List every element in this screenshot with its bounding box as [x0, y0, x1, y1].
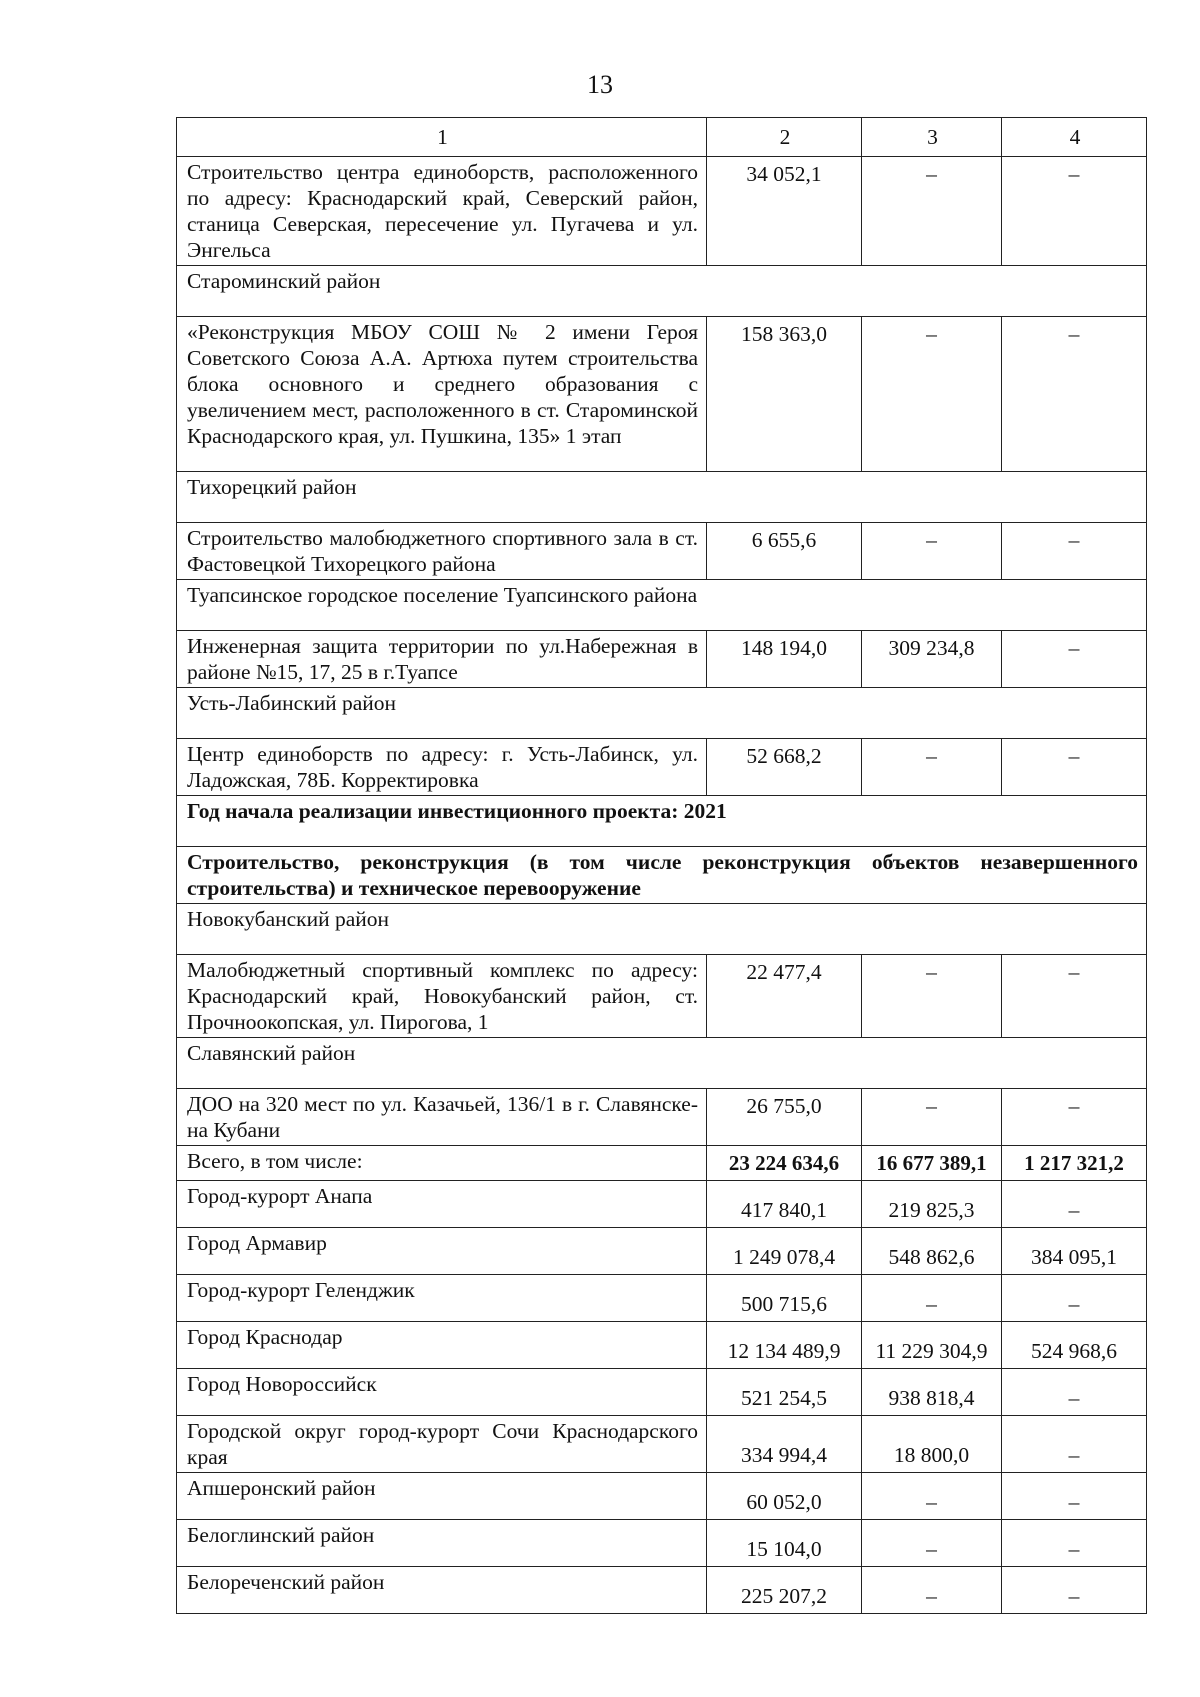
- value-col-3: 938 818,4: [862, 1369, 1002, 1416]
- value-col-2: 417 840,1: [707, 1181, 862, 1228]
- value-col-3: –: [862, 1567, 1002, 1614]
- value-col-3: 309 234,8: [862, 631, 1002, 688]
- region-name: Город Новороссийск: [177, 1369, 707, 1416]
- project-row: [177, 739, 1147, 796]
- district-name: Новокубанский район: [177, 904, 1147, 955]
- district-name: Староминский район: [177, 266, 1147, 317]
- district-name: Славянский район: [177, 1038, 1147, 1089]
- value-col-2: 334 994,4: [707, 1416, 862, 1473]
- region-row: [177, 1473, 1147, 1520]
- value-col-4: –: [1002, 1369, 1147, 1416]
- region-row: [177, 1567, 1147, 1614]
- value-col-4: –: [1002, 1520, 1147, 1567]
- project-name: Центр единоборств по адресу: г. Усть-Лабинск, ул. Ладожская, 78Б. Корректировка: [177, 739, 707, 796]
- value-col-4: –: [1002, 1089, 1147, 1146]
- value-col-2: 225 207,2: [707, 1567, 862, 1614]
- district-row: [177, 266, 1147, 317]
- district-row: [177, 580, 1147, 631]
- value-col-3: –: [862, 739, 1002, 796]
- project-row: [177, 1089, 1147, 1146]
- value-col-3: 219 825,3: [862, 1181, 1002, 1228]
- value-col-3: –: [862, 1520, 1002, 1567]
- investment-table: [176, 117, 1147, 1614]
- value-col-4: –: [1002, 1567, 1147, 1614]
- region-name: Город Краснодар: [177, 1322, 707, 1369]
- region-name: Городской округ город-курорт Сочи Краснодарского края: [177, 1416, 707, 1473]
- project-row: [177, 157, 1147, 266]
- project-name: Инженерная защита территории по ул.Набережная в районе №15, 17, 25 в г.Туапсе: [177, 631, 707, 688]
- project-name: ДОО на 320 мест по ул. Казачьей, 136/1 в г. Славянске-на Кубани: [177, 1089, 707, 1146]
- project-row: [177, 317, 1147, 472]
- value-col-3: 18 800,0: [862, 1416, 1002, 1473]
- value-col-2: 148 194,0: [707, 631, 862, 688]
- project-name: Строительство малобюджетного спортивного зала в ст. Фастовецкой Тихорецкого района: [177, 523, 707, 580]
- region-name: Апшеронский район: [177, 1473, 707, 1520]
- value-col-4: –: [1002, 739, 1147, 796]
- region-row: [177, 1416, 1147, 1473]
- value-col-2: 60 052,0: [707, 1473, 862, 1520]
- region-row: [177, 1520, 1147, 1567]
- region-row: [177, 1275, 1147, 1322]
- header-row: [177, 118, 1147, 157]
- page-number: 13: [587, 70, 613, 99]
- region-row: [177, 1181, 1147, 1228]
- project-row: [177, 523, 1147, 580]
- value-col-2: 1 249 078,4: [707, 1228, 862, 1275]
- total-row: [177, 1146, 1147, 1181]
- district-row: [177, 472, 1147, 523]
- value-col-4: –: [1002, 1473, 1147, 1520]
- region-name: Белоглинский район: [177, 1520, 707, 1567]
- value-col-3: –: [862, 317, 1002, 472]
- value-col-3: –: [862, 1275, 1002, 1322]
- value-col-3: 11 229 304,9: [862, 1322, 1002, 1369]
- region-row: [177, 1369, 1147, 1416]
- value-col-4: 524 968,6: [1002, 1322, 1147, 1369]
- project-name: «Реконструкция МБОУ СОШ № 2 имени Героя Советского Союза А.А. Артюха путем строительства блока основного и среднего образования с увеличением мест, расположенного в ст. Староминской Краснодарского края, ул. Пушкина, 135» 1 этап: [177, 317, 707, 472]
- district-row: [177, 688, 1147, 739]
- value-col-4: 384 095,1: [1002, 1228, 1147, 1275]
- project-row: [177, 631, 1147, 688]
- district-name: Туапсинское городское поселение Туапсинского района: [177, 580, 1147, 631]
- district-name: Тихорецкий район: [177, 472, 1147, 523]
- value-col-3: –: [862, 157, 1002, 266]
- district-name: Усть-Лабинский район: [177, 688, 1147, 739]
- header-cell-3: 3: [862, 118, 1002, 157]
- value-col-4: 1 217 321,2: [1002, 1146, 1147, 1181]
- value-col-3: –: [862, 955, 1002, 1038]
- value-col-4: –: [1002, 1416, 1147, 1473]
- project-row: [177, 955, 1147, 1038]
- district-row: [177, 1038, 1147, 1089]
- value-col-3: 16 677 389,1: [862, 1146, 1002, 1181]
- value-col-4: –: [1002, 1181, 1147, 1228]
- value-col-3: –: [862, 1473, 1002, 1520]
- value-col-2: 23 224 634,6: [707, 1146, 862, 1181]
- value-col-2: 521 254,5: [707, 1369, 862, 1416]
- value-col-2: 158 363,0: [707, 317, 862, 472]
- project-name: Строительство центра единоборств, расположенного по адресу: Краснодарский край, Северский район, станица Северская, пересечение ул. Пугачева и ул. Энгельса: [177, 157, 707, 266]
- project-name: Малобюджетный спортивный комплекс по адресу: Краснодарский край, Новокубанский район, ст. Прочноокопская, ул. Пирогова, 1: [177, 955, 707, 1038]
- section-heading: Строительство, реконструкция (в том числе реконструкция объектов незавершенного строительства) и техническое перевооружение: [177, 847, 1147, 904]
- value-col-2: 12 134 489,9: [707, 1322, 862, 1369]
- value-col-4: –: [1002, 955, 1147, 1038]
- district-row: [177, 904, 1147, 955]
- region-name: Город-курорт Геленджик: [177, 1275, 707, 1322]
- value-col-3: 548 862,6: [862, 1228, 1002, 1275]
- value-col-2: 6 655,6: [707, 523, 862, 580]
- value-col-2: 52 668,2: [707, 739, 862, 796]
- value-col-2: 22 477,4: [707, 955, 862, 1038]
- value-col-4: –: [1002, 157, 1147, 266]
- value-col-3: –: [862, 523, 1002, 580]
- section-heading-row: [177, 847, 1147, 904]
- value-col-4: –: [1002, 1275, 1147, 1322]
- total-label: Всего, в том числе:: [177, 1146, 707, 1181]
- value-col-4: –: [1002, 631, 1147, 688]
- region-name: Город Армавир: [177, 1228, 707, 1275]
- section-heading-row: [177, 796, 1147, 847]
- section-heading: Год начала реализации инвестиционного проекта: 2021: [177, 796, 1147, 847]
- table-body: [177, 118, 1147, 1614]
- value-col-4: –: [1002, 523, 1147, 580]
- region-row: [177, 1322, 1147, 1369]
- region-name: Город-курорт Анапа: [177, 1181, 707, 1228]
- value-col-4: –: [1002, 317, 1147, 472]
- header-cell-4: 4: [1002, 118, 1147, 157]
- value-col-2: 26 755,0: [707, 1089, 862, 1146]
- value-col-3: –: [862, 1089, 1002, 1146]
- region-name: Белореченский район: [177, 1567, 707, 1614]
- header-cell-2: 2: [707, 118, 862, 157]
- value-col-2: 500 715,6: [707, 1275, 862, 1322]
- value-col-2: 34 052,1: [707, 157, 862, 266]
- header-cell-1: 1: [177, 118, 707, 157]
- region-row: [177, 1228, 1147, 1275]
- value-col-2: 15 104,0: [707, 1520, 862, 1567]
